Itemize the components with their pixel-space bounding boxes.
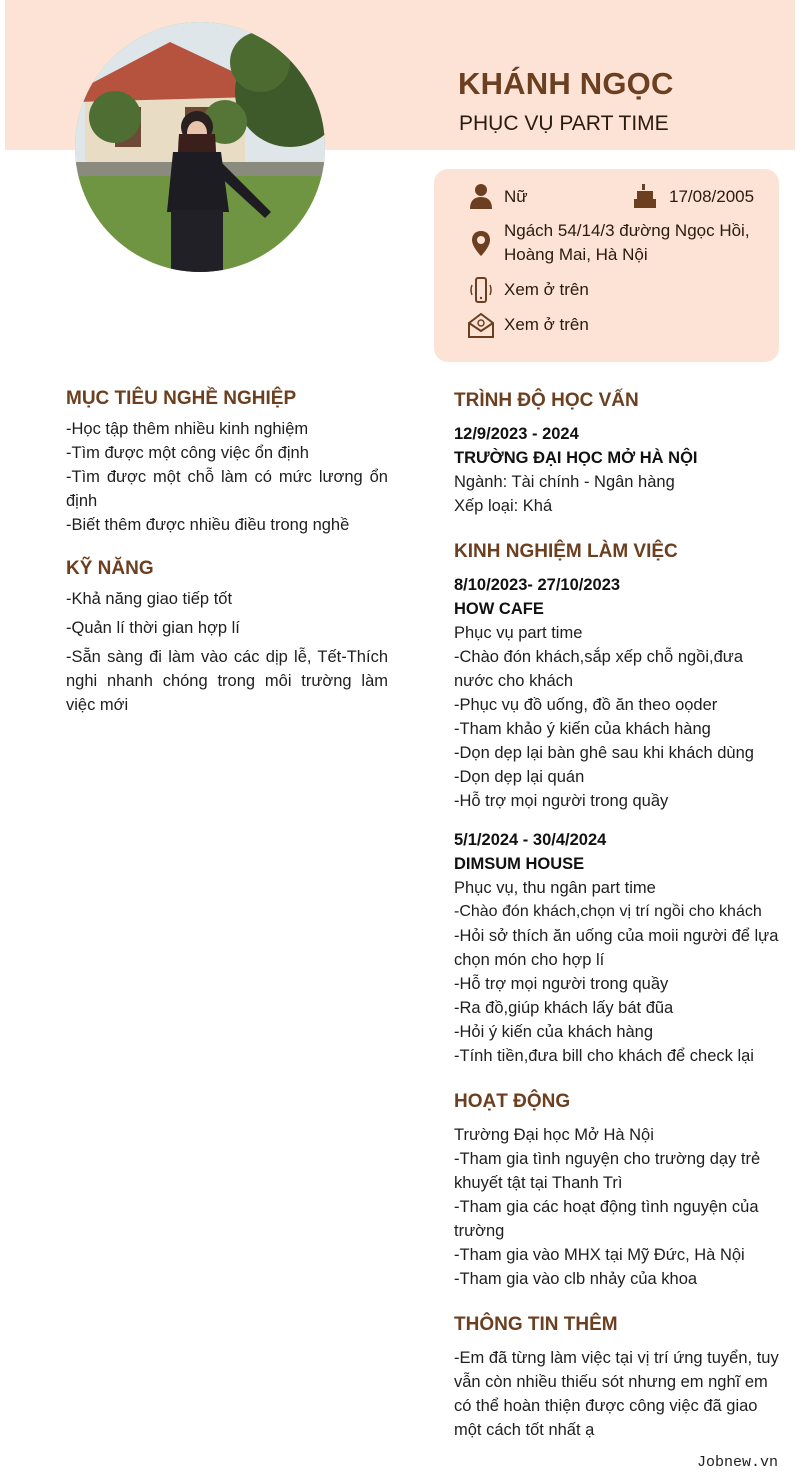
job-period: 8/10/2023- 27/10/2023 [454, 576, 621, 594]
objective-title: MỤC TIÊU NGHỀ NGHIỆP [66, 388, 297, 409]
list-item: -Dọn dẹp lại quán [454, 768, 585, 786]
objective-list [66, 417, 388, 537]
education-block [454, 422, 784, 518]
extra-info-text: -Em đã từng làm việc tại vị trí ứng tuyển, tuy vẫn còn nhiều thiếu sót nhưng em nghĩ em có thể hoàn thiện được công việc đã giao một cách tốt nhất ạ [454, 1349, 779, 1439]
contact-info-box [434, 169, 779, 362]
list-item: -Học tập thêm nhiều kinh nghiệm [66, 420, 309, 438]
email-icon [467, 311, 495, 339]
list-item: -Dọn dẹp lại bàn ghê sau khi khách dùng [454, 744, 754, 762]
person-icon [467, 182, 495, 210]
list-item: -Tham gia tình nguyện cho trường dạy trẻ khuyết tật tại Thanh Trì [454, 1150, 761, 1192]
activities-list [454, 1123, 784, 1291]
list-item: -Ra đồ,giúp khách lấy bát đũa [454, 999, 674, 1017]
address-line-2: Hoàng Mai, Hà Nội [504, 245, 648, 264]
avatar [75, 22, 325, 272]
skills-list [66, 587, 388, 717]
list-item: -Tìm được một chỗ làm có mức lương ổn định [66, 468, 388, 510]
skills-title: KỸ NĂNG [66, 558, 154, 579]
gender-value: Nữ [504, 187, 528, 206]
extra-info-title: THÔNG TIN THÊM [454, 1314, 618, 1335]
list-item: -Tính tiền,đưa bill cho khách để check lại [454, 1047, 754, 1065]
job-role: Phục vụ, thu ngân part time [454, 879, 656, 897]
list-item: -Chào đón khách,sắp xếp chỗ ngồi,đưa nước cho khách [454, 648, 743, 690]
location-pin-icon [467, 229, 495, 257]
list-item: -Tham gia vào clb nhảy của khoa [454, 1270, 698, 1288]
education-rank: Xếp loại: Khá [454, 497, 553, 515]
education-period: 12/9/2023 - 2024 [454, 425, 579, 443]
list-item: -Quản lí thời gian hợp lí [66, 619, 240, 637]
address-line-1: Ngách 54/14/3 đường Ngọc Hồi, [504, 221, 750, 240]
list-item: -Hỗ trợ mọi người trong quầy [454, 975, 669, 993]
phone-icon [467, 276, 495, 304]
education-title: TRÌNH ĐỘ HỌC VẤN [454, 390, 639, 411]
email-value: Xem ở trên [504, 315, 589, 334]
list-item: -Tham khảo ý kiến của khách hàng [454, 720, 711, 738]
education-major: Ngành: Tài chính - Ngân hàng [454, 473, 675, 491]
education-school: TRƯỜNG ĐẠI HỌC MỞ HÀ NỘI [454, 449, 698, 467]
list-item: Trường Đại học Mở Hà Nội [454, 1126, 654, 1144]
birthday-value: 17/08/2005 [669, 187, 755, 206]
activities-title: HOẠT ĐỘNG [454, 1091, 571, 1112]
list-item: -Phục vụ đồ uống, đồ ăn theo oọder [454, 696, 718, 714]
list-item: -Sẵn sàng đi làm vào các dịp lễ, Tết-Thích nghi nhanh chóng trong môi trường làm việc mới [66, 648, 388, 714]
footer-brand: Jobnew.vn [697, 1454, 779, 1471]
list-item: -Hỗ trợ mọi người trong quầy [454, 792, 669, 810]
list-item: -Hỏi ý kiến của khách hàng [454, 1023, 654, 1041]
list-item: -Tham gia các hoạt động tình nguyện của trường [454, 1198, 759, 1240]
list-item: -Tham gia vào MHX tại Mỹ Đức, Hà Nội [454, 1246, 745, 1264]
list-item: -Khả năng giao tiếp tốt [66, 590, 233, 608]
experience-title: KINH NGHIỆM LÀM VIỆC [454, 541, 678, 562]
job-2 [454, 828, 784, 1068]
desired-position: PHỤC VỤ PART TIME [459, 112, 669, 135]
candidate-name: KHÁNH NGỌC [458, 66, 674, 101]
list-item: -Chào đón khách,chọn vị trí ngồi cho khách [454, 903, 762, 920]
phone-value: Xem ở trên [504, 280, 589, 299]
list-item: -Tìm được một công việc ổn định [66, 444, 309, 462]
job-company: DIMSUM HOUSE [454, 855, 585, 873]
job-role: Phục vụ part time [454, 624, 583, 642]
job-period: 5/1/2024 - 30/4/2024 [454, 831, 607, 849]
job-company: HOW CAFE [454, 600, 544, 618]
list-item: -Hỏi sở thích ăn uống của moii người để lựa chọn món cho hợp lí [454, 927, 779, 969]
list-item: -Biết thêm được nhiều điều trong nghề [66, 516, 350, 534]
cake-icon [631, 182, 659, 210]
job-1 [454, 573, 784, 813]
